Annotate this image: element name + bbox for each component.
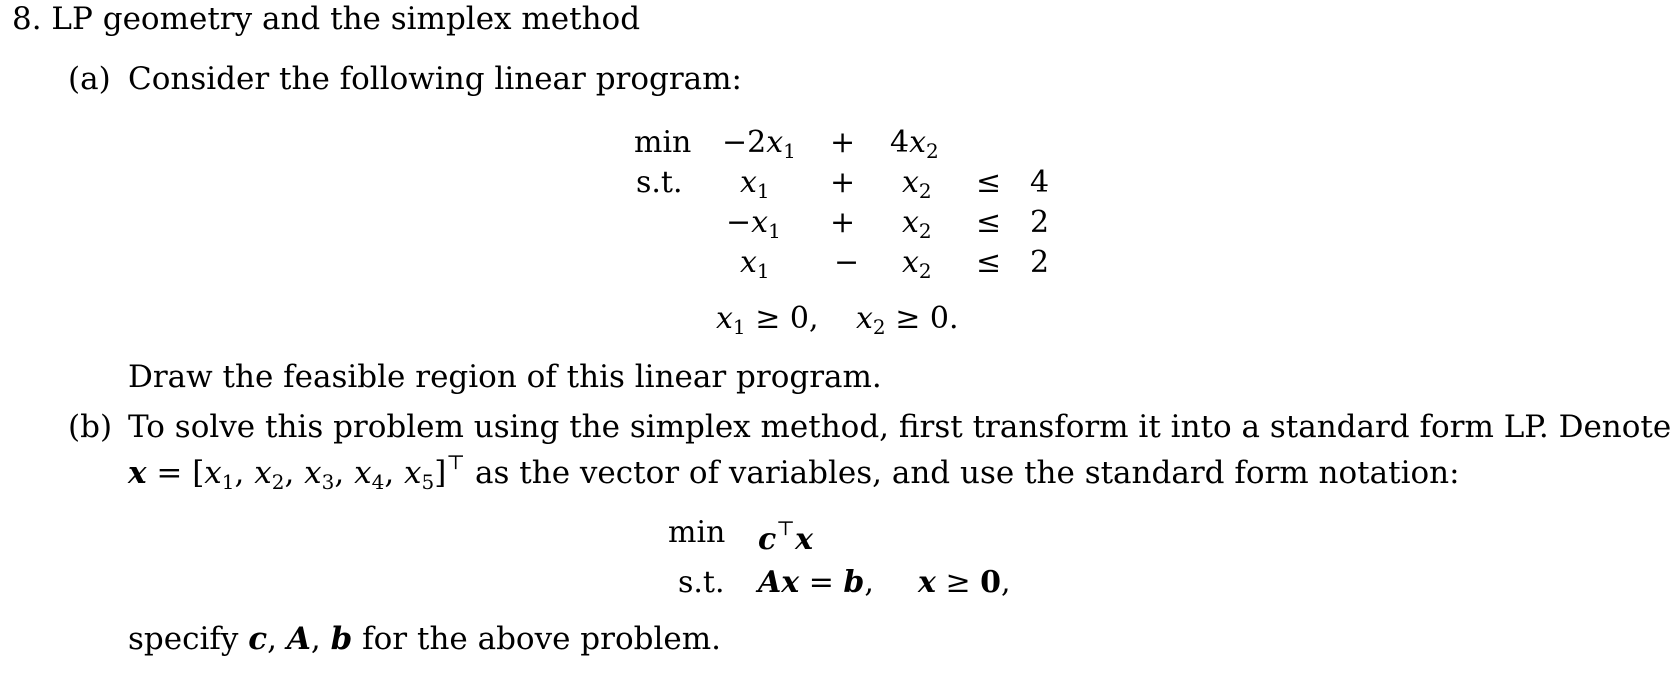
nonneg-x1: $x_1 \ge 0$, bbox=[716, 301, 819, 339]
row3-term-2: $x_2$ bbox=[902, 245, 932, 283]
part-a-intro: Consider the following linear program: bbox=[128, 61, 743, 97]
draw-instruction: Draw the feasible region of this linear program. bbox=[128, 359, 882, 395]
row3-op: − bbox=[834, 245, 860, 280]
row1-relation: ≤ bbox=[976, 165, 1002, 200]
row1-rhs: 4 bbox=[1030, 165, 1050, 200]
row1-term-2: $x_2$ bbox=[902, 165, 932, 203]
row1-term-1: $x_1$ bbox=[740, 165, 770, 203]
min-keyword: min bbox=[634, 125, 692, 160]
problem-heading: 8. LP geometry and the simplex method bbox=[12, 1, 641, 37]
sf-nonneg-constraint: x ≥ 0, bbox=[918, 565, 1011, 600]
st-keyword: s.t. bbox=[636, 165, 683, 200]
nonneg-x2: $x_2 \ge 0$. bbox=[856, 301, 959, 339]
row2-term-2: $x_2$ bbox=[902, 205, 932, 243]
sf-min-keyword: min bbox=[668, 515, 726, 550]
row3-term-1: $x_1$ bbox=[740, 245, 770, 283]
part-b-line2: $x = [x_1$, $x_2$, $x_3$, $x_4$, $x_5]^⊤$ as the vector of variables, and use the standard form notation: bbox=[128, 450, 1460, 494]
objective-term-1: $-2x_1$ bbox=[722, 125, 796, 163]
row1-op: + bbox=[830, 165, 856, 200]
objective-op: + bbox=[830, 125, 856, 160]
row2-term-1: $-x_1$ bbox=[726, 205, 781, 243]
part-b-line1: To solve this problem using the simplex method, first transform it into a standard form LP. Denote bbox=[128, 409, 1672, 445]
row3-relation: ≤ bbox=[976, 245, 1002, 280]
row2-rhs: 2 bbox=[1030, 205, 1050, 240]
row2-relation: ≤ bbox=[976, 205, 1002, 240]
sf-equality-constraint: Ax = b, bbox=[758, 565, 874, 600]
sf-objective: c⊤x bbox=[758, 516, 813, 557]
objective-term-2: $4x_2$ bbox=[890, 125, 939, 163]
sf-st-keyword: s.t. bbox=[678, 565, 725, 600]
row2-op: + bbox=[830, 205, 856, 240]
part-a-label: (a) bbox=[68, 61, 111, 97]
part-b-label: (b) bbox=[68, 409, 113, 445]
row3-rhs: 2 bbox=[1030, 245, 1050, 280]
specify-instruction: specify c, A, b for the above problem. bbox=[128, 621, 721, 657]
